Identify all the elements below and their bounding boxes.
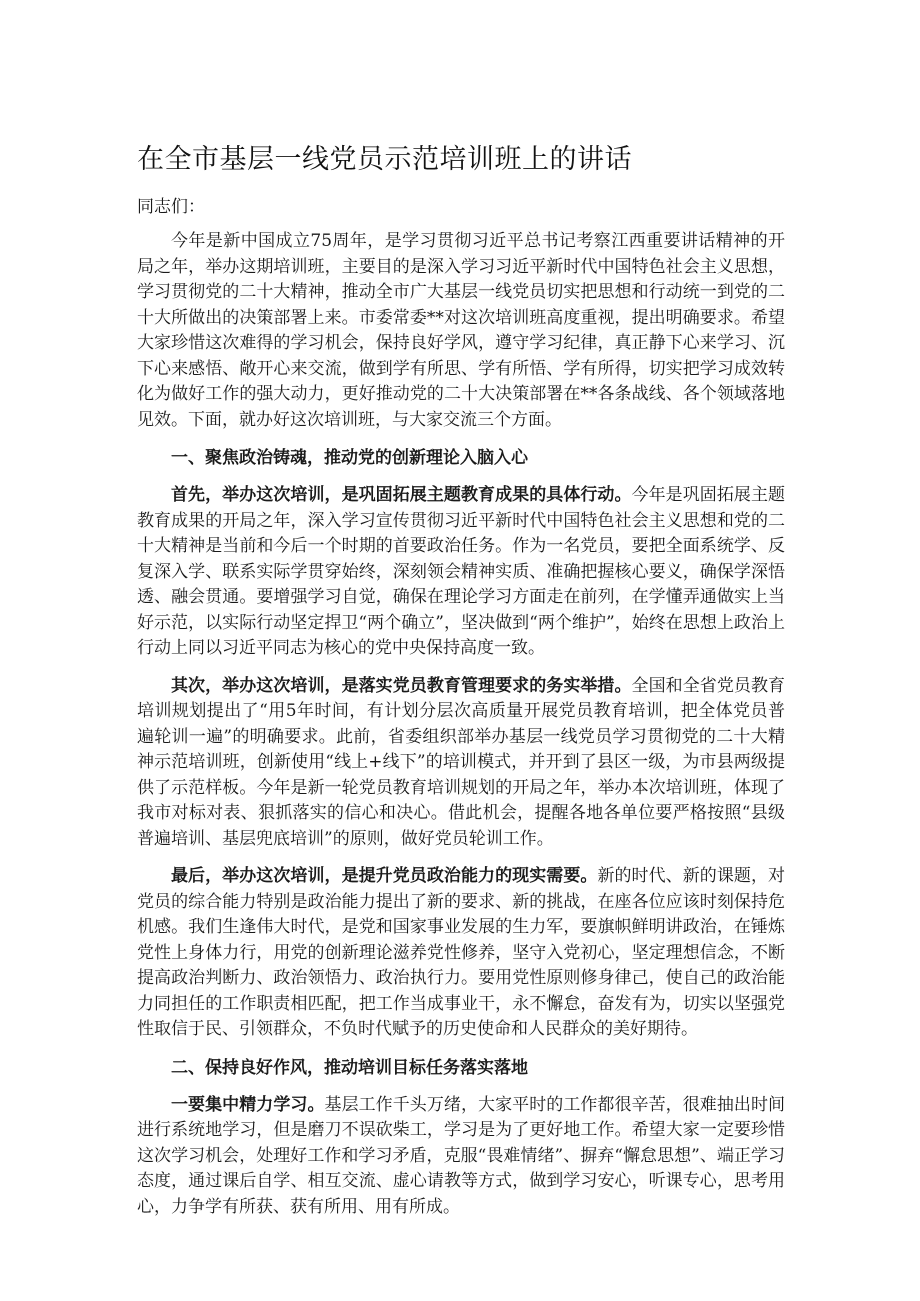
paragraph-lead: 其次，举办这次培训，是落实党员教育管理要求的务实举措。 [171,675,632,696]
document-page [137,130,785,1232]
section-1-heading: 一、聚焦政治铸魂，推动党的创新理论入脑入心 [171,448,528,468]
paragraph-text: 新的时代、新的课题，对党员的综合能力特别是政治能力提出了新的要求、新的挑战，在座各位应该时刻保持危机感。我们生逢伟大时代，是党和国家事业发展的生力军，要旗帜鲜明讲政治，在锤炼党性上身体力行，用党的创新理论滋养党性修养，坚守入党初心，坚定理想信念，不断提高政治判断力、政治领悟力、政治执行力。要用党性原则修身律己，使自己的政治能力同担任的工作职责相匹配，把工作当成事业干，永不懈怠，奋发有为，切实以坚强党性取信于民、引领群众，不负时代赋予的历史使命和人民群众的美好期待。 [137,866,786,1039]
paragraph-text: 全国和全省党员教育培训规划提出了“用5年时间，有计划分层次高质量开展党员教育培训，把全体党员普遍轮训一遍”的明确要求。此前，省委组织部举办基层一线党员学习贯彻党的二十大精神示范培训班，创新使用“线上+线下”的培训模式，并开到了县区一级，为市县两级提供了示范样板。今年是新一轮党员教育培训规划的开局之年，举办本次培训班，体现了我市对标对表、狠抓落实的信心和决心。借此机会，提醒各地各单位要严格按照“县级普遍培训、基层兜底培训”的原则，做好党员轮训工作。 [137,675,786,849]
paragraph-lead: 首先，举办这次培训，是巩固拓展主题教育成果的具体行动。 [171,485,632,505]
document-title: 在全市基层一线党员示范培训班上的讲话 [137,144,632,175]
paragraph-lead: 最后，举办这次培训，是提升党员政治能力的现实需要。 [171,866,598,886]
section-1-paragraph-3 [137,864,785,1043]
section-1-paragraph-1 [137,483,785,662]
section-2-paragraph-1 [137,1093,785,1221]
intro-paragraph: 今年是新中国成立75周年，是学习贯彻习近平总书记考察江西重要讲话精神的开局之年，举办这期培训班，主要目的是深入学习习近平新时代中国特色社会主义思想，学习贯彻党的二十大精神，推动全市广大基层一线党员切实把思想和行动统一到党的二十大所做出的决策部署上来。市委常委**对这次培训班高度重视，提出明确要求。希望大家珍惜这次难得的学习机会，保持良好学风，遵守学习纪律，真正静下心来学习、沉下心来感悟、敞开心来交流，做到学有所思、学有所悟、学有所得，切实把学习成效转化为做好工作的强大动力，更好推动党的二十大决策部署在**各条战线、各个领域落地见效。下面，就办好这次培训班，与大家交流三个方面。 [137,231,785,430]
paragraph-text: 基层工作千头万绪，大家平时的工作都很辛苦，很难抽出时间进行系统地学习，但是磨刀不误砍柴工，学习是为了更好地工作。希望大家一定要珍惜这次学习机会，处理好工作和学习矛盾，克服“畏难情绪”、摒弃“懈怠思想”、端正学习态度，通过课后自学、相互交流、虚心请教等方式，做到学习安心，听课专心，思考用心，力争学有所获、获有所用、用有所成。 [137,1094,786,1217]
section-1-paragraph-2 [137,674,785,853]
paragraph-text: 今年是巩固拓展主题教育成果的开局之年，深入学习宣传贯彻习近平新时代中国特色社会主义思想和党的二十大精神是当前和今后一个时期的首要政治任务。作为一名党员，要把全面系统学、反复深入学、联系实际学贯穿始终，深刻领会精神实质、准确把握核心要义，确保学深悟透、融会贯通。要增强学习自觉，确保在理论学习方面走在前列，在学懂弄通做实上当好示范，以实际行动坚定捍卫“两个确立”，坚决做到“两个维护”，始终在思想上政治上行动上同以习近平同志为核心的党中央保持高度一致。 [137,485,786,658]
salutation: 同志们： [137,197,205,217]
paragraph-lead: 一要集中精力学习。 [171,1094,325,1115]
section-2-heading: 二、保持良好作风，推动培训目标任务落实落地 [171,1057,528,1078]
